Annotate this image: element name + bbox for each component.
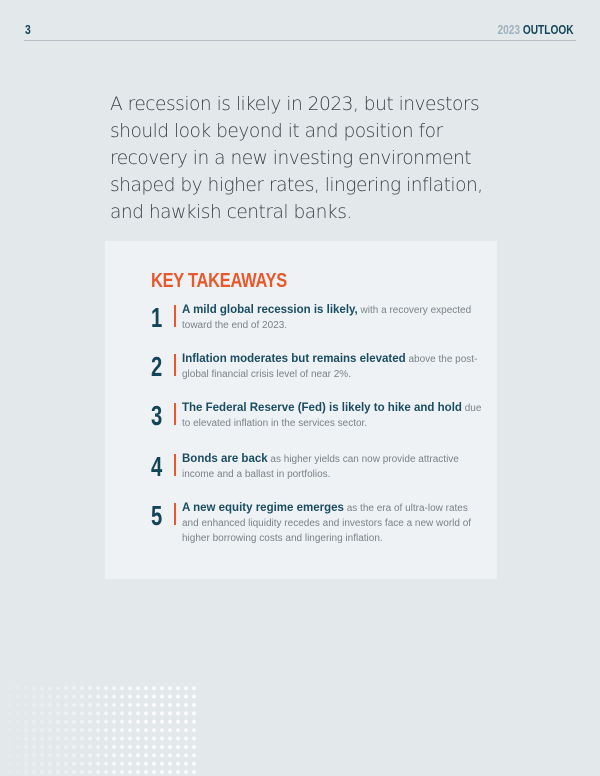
document-title-year: 2023: [497, 22, 521, 37]
takeaway-text: [182, 501, 482, 546]
document-title: [498, 22, 574, 37]
takeaway-body: with a recovery expected toward the end of 2023.: [182, 305, 472, 331]
key-takeaways-title: KEY TAKEAWAYS: [151, 270, 287, 292]
divider-bar: [174, 454, 176, 476]
takeaway-text: [182, 352, 482, 382]
takeaway-number: 5: [151, 500, 163, 531]
takeaway-number: 4: [151, 451, 163, 482]
takeaway-number: 3: [151, 400, 163, 431]
key-takeaways-card: [105, 241, 497, 579]
takeaway-body: due to elevated inflation in the services sector.: [182, 403, 482, 429]
decorative-dot-pattern: [6, 684, 200, 776]
takeaway-body: above the post-global financial crisis level of near 2%.: [182, 354, 478, 380]
divider-bar: [174, 305, 176, 327]
divider-bar: [174, 403, 176, 425]
page-header: [24, 22, 576, 41]
takeaway-headline: A new equity regime emerges: [182, 502, 344, 514]
divider-bar: [174, 354, 176, 376]
divider-bar: [174, 503, 176, 525]
page-number: 3: [25, 22, 31, 37]
takeaway-headline: The Federal Reserve (Fed) is likely to hike and hold: [182, 402, 462, 414]
takeaway-text: [182, 303, 482, 333]
takeaway-headline: Bonds are back: [182, 453, 268, 465]
takeaway-headline: A mild global recession is likely,: [182, 304, 358, 316]
intro-paragraph: A recession is likely in 2023, but investors should look beyond it and position for recovery in a new investing environment shaped by higher rates, lingering inflation, and hawkish central banks.: [110, 94, 483, 223]
takeaway-number: 1: [151, 302, 163, 333]
document-title-word: OUTLOOK: [523, 22, 574, 37]
takeaway-text: [182, 452, 482, 482]
takeaway-body: as higher yields can now provide attractive income and a ballast in portfolios.: [182, 454, 459, 480]
takeaway-number: 2: [151, 351, 163, 382]
takeaway-headline: Inflation moderates but remains elevated: [182, 353, 406, 365]
takeaway-body: as the era of ultra-low rates and enhanced liquidity recedes and investors face a new world of higher borrowing costs and lingering inflation.: [182, 503, 472, 544]
takeaway-text: [182, 401, 482, 431]
